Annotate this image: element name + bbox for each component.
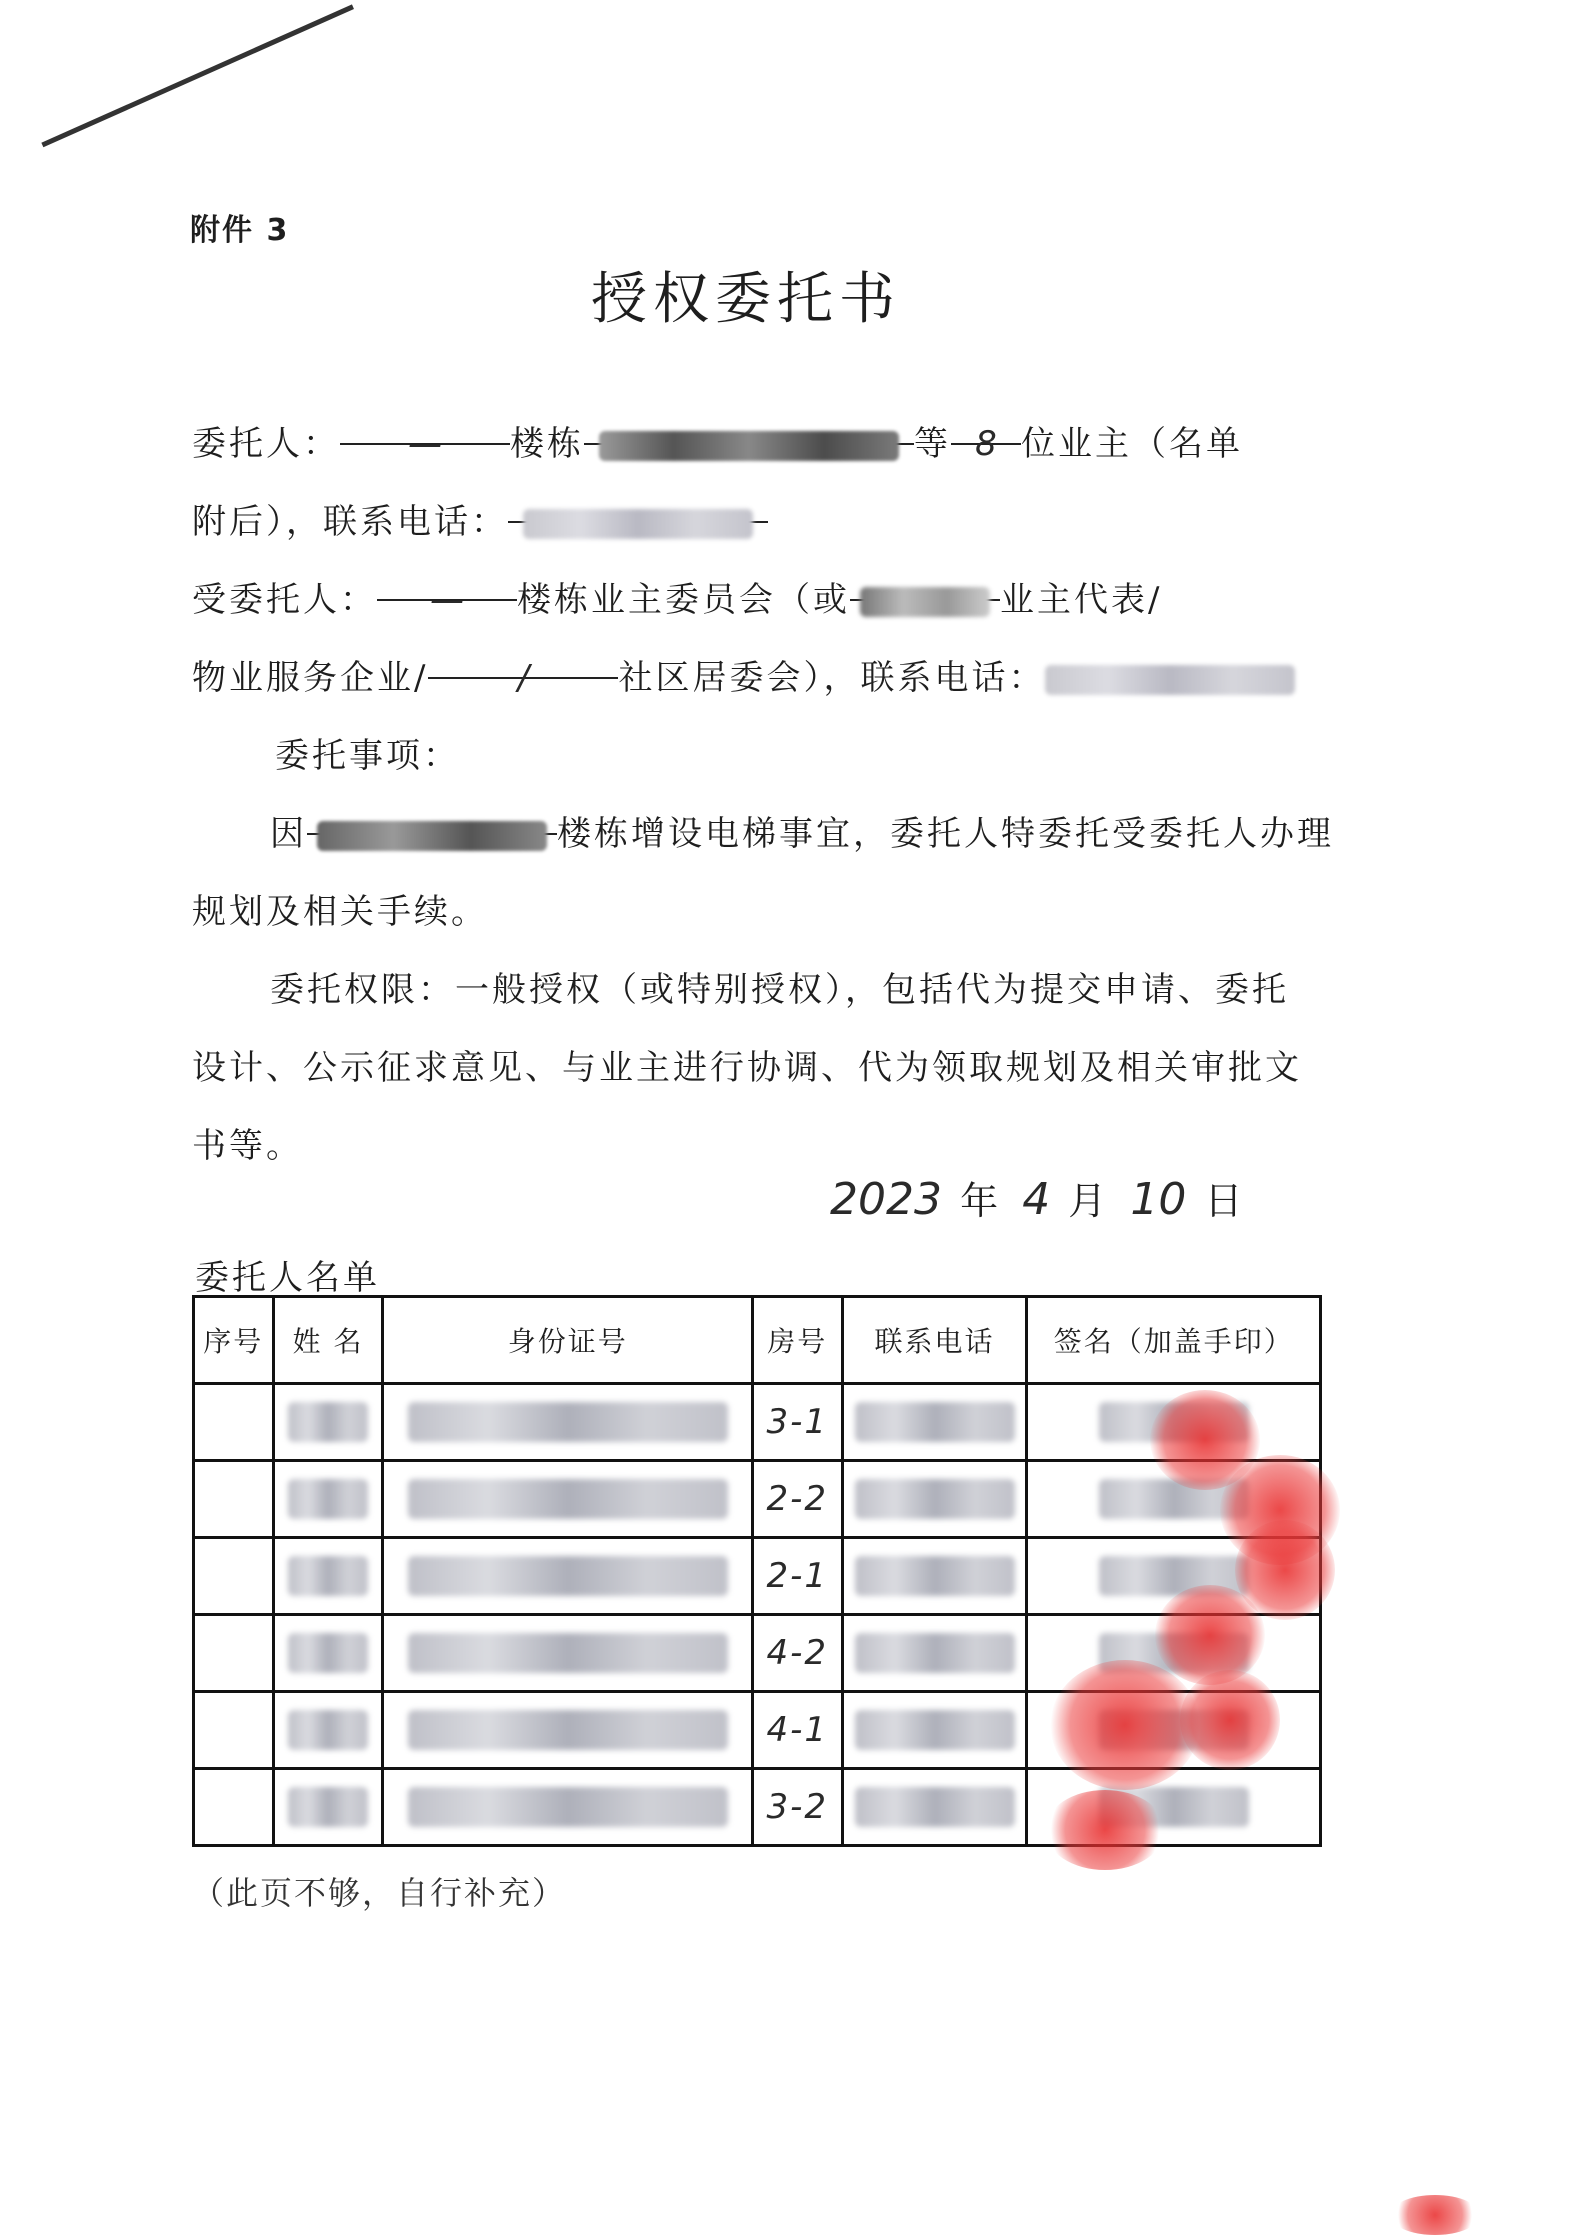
table-row [194, 1538, 1321, 1615]
date-month-unit: 月 [1068, 1179, 1113, 1223]
matter-line-2: 规划及相关手续。 [192, 892, 488, 932]
agent-phone-redacted [1045, 665, 1295, 695]
principal-phone-label: 附后），联系电话： [192, 502, 508, 542]
agent-mid: 楼栋业主委员会（或 [517, 580, 850, 620]
agent-label: 受委托人： [192, 580, 377, 620]
property-company-label: 物业服务企业/ [192, 658, 429, 698]
attachment-label: 附件 3 [190, 213, 290, 248]
date-day-unit: 日 [1204, 1179, 1249, 1223]
authority-line-2: 设计、公示征求意见、与业主进行协调、代为领取规划及相关审批文 [192, 1048, 1302, 1088]
col-header-signature: 签名（加盖手印） [1027, 1297, 1321, 1384]
table-header-row [194, 1297, 1321, 1384]
date-day: 10 [1130, 1174, 1187, 1225]
authority-line-1: 委托权限：一般授权（或特别授权），包括代为提交申请、委托 [270, 970, 1289, 1010]
principal-phone-redacted [508, 483, 768, 523]
authority-line-3: 书等。 [192, 1126, 303, 1166]
principal-tail: 位业主（名单 [1021, 424, 1243, 464]
cell-index [194, 1384, 274, 1461]
agent-tail: 业主代表/ [1000, 580, 1163, 620]
matter-line-1 [270, 795, 1390, 873]
equal-label: 等 [914, 424, 951, 464]
matter-lead: 因 [270, 814, 307, 854]
principal-blank: — [340, 405, 510, 445]
cell-name-redacted [273, 1615, 383, 1692]
principal-line-2 [192, 483, 1312, 561]
principal-line-1 [192, 405, 1312, 483]
ink-smudge [1390, 2195, 1480, 2235]
cell-name-redacted [273, 1538, 383, 1615]
cell-index [194, 1538, 274, 1615]
document-title: 授权委托书 [591, 267, 901, 332]
cell-name-redacted [273, 1384, 383, 1461]
col-header-name: 姓 名 [273, 1297, 383, 1384]
signing-date [830, 1170, 1249, 1225]
handwritten-unit [307, 795, 557, 835]
cell-phone-redacted [842, 1615, 1027, 1692]
col-header-phone: 联系电话 [842, 1297, 1027, 1384]
cell-room: 2-2 [753, 1461, 843, 1538]
cell-phone-redacted [842, 1692, 1027, 1769]
owner-count: 8 [951, 405, 1021, 445]
cell-room: 3-1 [753, 1384, 843, 1461]
property-company-blank: / [428, 639, 618, 679]
cell-phone-redacted [842, 1769, 1027, 1846]
col-header-index: 序号 [194, 1297, 274, 1384]
agent-blank: — [377, 561, 517, 601]
agent-line-1 [192, 561, 1312, 639]
cell-phone-redacted [842, 1461, 1027, 1538]
col-header-room: 房号 [753, 1297, 843, 1384]
handwritten-community [584, 405, 914, 445]
agent-line-2 [192, 639, 1312, 717]
fingerprint-stamp [1050, 1660, 1200, 1790]
cell-name-redacted [273, 1692, 383, 1769]
col-header-id: 身份证号 [383, 1297, 753, 1384]
cell-id-redacted [383, 1769, 753, 1846]
cell-id-redacted [383, 1461, 753, 1538]
matter-heading: 委托事项： [275, 736, 460, 776]
principal-label: 委托人： [192, 424, 340, 464]
cell-index [194, 1615, 274, 1692]
folded-corner-edge [0, 0, 354, 147]
committee-label: 社区居委会），联系电话： [618, 658, 1046, 698]
principal-list-title: 委托人名单 [195, 1258, 380, 1298]
cell-name-redacted [273, 1769, 383, 1846]
cell-phone-redacted [842, 1538, 1027, 1615]
cell-id-redacted [383, 1384, 753, 1461]
cell-id-redacted [383, 1615, 753, 1692]
fingerprint-stamp [1180, 1670, 1280, 1770]
building-label: 楼栋 [510, 424, 584, 464]
cell-index [194, 1692, 274, 1769]
cell-index [194, 1461, 274, 1538]
cell-room: 4-1 [753, 1692, 843, 1769]
footnote: （此页不够，自行补充） [192, 1874, 567, 1912]
agent-representative-redacted [850, 561, 1000, 601]
cell-id-redacted [383, 1538, 753, 1615]
matter-tail: 楼栋增设电梯事宜，委托人特委托受委托人办理 [557, 814, 1334, 854]
date-year: 2023 [830, 1174, 942, 1225]
fingerprint-stamp [1155, 1585, 1265, 1685]
cell-room: 3-2 [753, 1769, 843, 1846]
cell-id-redacted [383, 1692, 753, 1769]
cell-room: 2-1 [753, 1538, 843, 1615]
date-year-unit: 年 [960, 1179, 1005, 1223]
fingerprint-stamp [1045, 1790, 1165, 1870]
cell-phone-redacted [842, 1384, 1027, 1461]
date-month: 4 [1022, 1174, 1051, 1225]
table-row [194, 1461, 1321, 1538]
cell-index [194, 1769, 274, 1846]
cell-room: 4-2 [753, 1615, 843, 1692]
cell-name-redacted [273, 1461, 383, 1538]
